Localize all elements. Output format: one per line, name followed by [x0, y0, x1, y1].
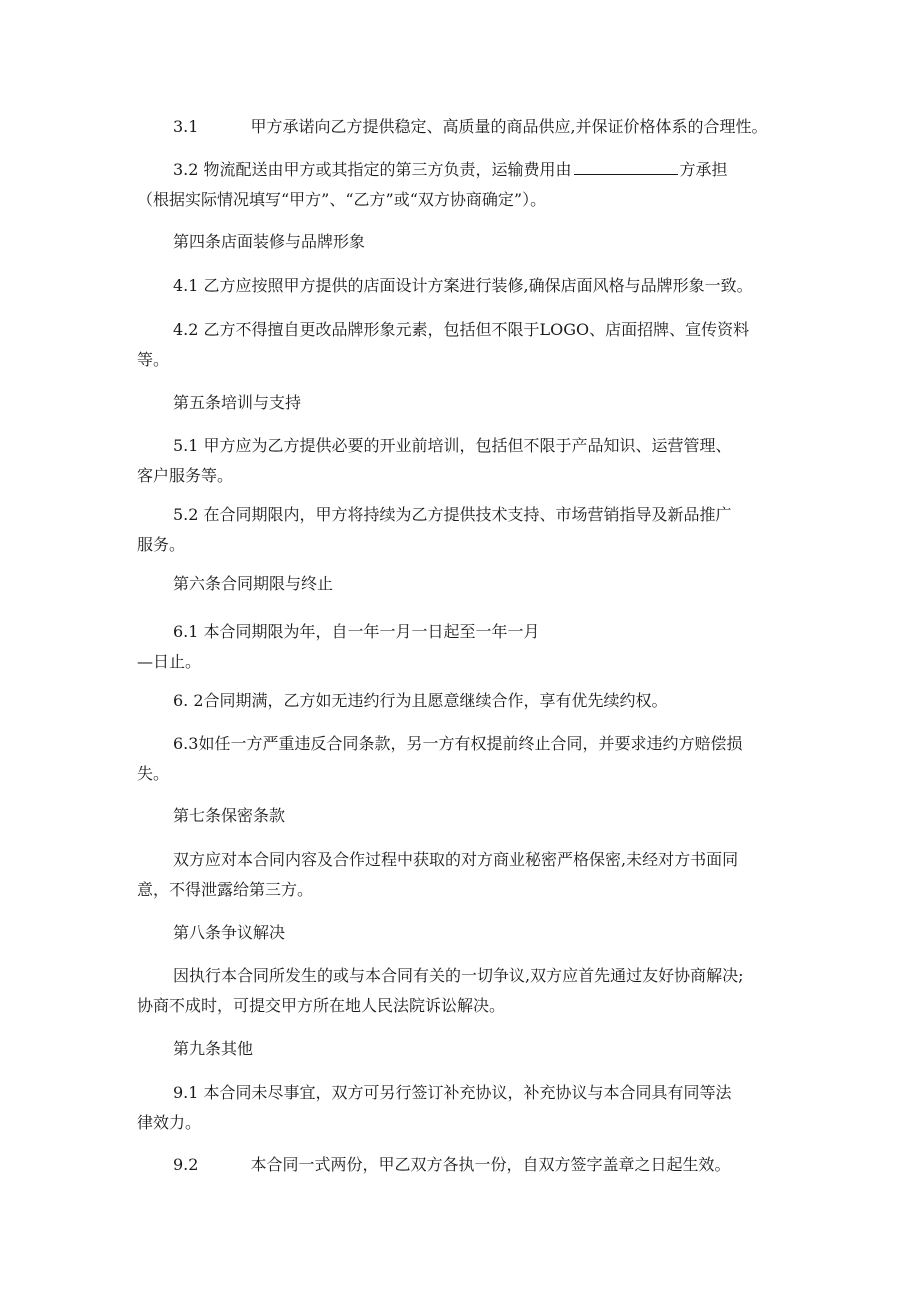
clause-text: 6. 2合同期满，乙方如无违约行为且愿意继续合作，享有优先续约权。 — [173, 691, 668, 710]
article-7-title — [137, 801, 797, 831]
article-6-title — [137, 569, 797, 599]
clause-text: 3.2 物流配送由甲方或其指定的第三方负责，运输费用由 — [173, 160, 572, 179]
article-8-title — [137, 918, 797, 948]
clause-text: 4.2 乙方不得擅自更改品牌形象元素，包括但不限于LOGO、店面招牌、宣传资料 — [173, 320, 750, 339]
article-title: 第七条保密条款 — [173, 806, 286, 825]
clause-text: 5.2 在合同期限内，甲方将持续为乙方提供技术支持、市场营销指导及新品推广 — [173, 505, 732, 524]
clause-text: 9.1 本合同未尽事宜，双方可另行签订补充协议，补充协议与本合同具有同等法 — [173, 1083, 732, 1102]
clause-6-2 — [137, 686, 797, 716]
clause-text: （根据实际情况填写“甲方”、“乙方”或“双方协商确定”）。 — [137, 190, 547, 209]
clause-number: 3.1 — [173, 117, 199, 136]
clause-text: 意，不得泄露给第三方。 — [137, 880, 314, 899]
clause-4-2 — [137, 315, 797, 375]
clause-3-2 — [137, 155, 797, 215]
clause-4-1 — [137, 271, 797, 301]
article-9-title — [137, 1034, 797, 1064]
article-5-title — [137, 388, 797, 418]
clause-text: 客户服务等。 — [137, 466, 234, 485]
article-8-body — [137, 961, 797, 1021]
clause-number: 9.2 — [173, 1155, 199, 1174]
clause-text: 4.1 乙方应按照甲方提供的店面设计方案进行装修,确保店面风格与品牌形象一致。 — [173, 276, 753, 295]
clause-5-2 — [137, 500, 797, 560]
clause-9-1 — [137, 1078, 797, 1138]
clause-6-3 — [137, 729, 797, 789]
clause-text: 6.3如任一方严重违反合同条款，另一方有权提前终止合同，并要求违约方赔偿损 — [173, 734, 743, 753]
clause-3-1 — [137, 112, 797, 142]
clause-text: 5.1 甲方应为乙方提供必要的开业前培训，包括但不限于产品知识、运营管理、 — [173, 436, 732, 455]
clause-text: 等。 — [137, 350, 170, 369]
clause-text: 方承担 — [679, 160, 728, 179]
article-title: 第四条店面装修与品牌形象 — [173, 232, 366, 251]
clause-text: 协商不成时，可提交甲方所在地人民法院诉讼解决。 — [137, 996, 506, 1015]
clause-text: 律效力。 — [137, 1113, 202, 1132]
clause-6-1 — [137, 617, 797, 677]
article-title: 第八条争议解决 — [173, 923, 286, 942]
clause-9-2 — [137, 1150, 797, 1180]
clause-text: 甲方承诺向乙方提供稳定、高质量的商品供应,并保证价格体系的合理性。 — [250, 117, 768, 136]
clause-text: 因执行本合同所发生的或与本合同有关的一切争议,双方应首先通过友好协商解决; — [173, 966, 744, 985]
clause-text: 6.1 本合同期限为年，自一年一月一日起至一年一月 — [173, 622, 540, 641]
clause-text: —日止。 — [137, 652, 202, 671]
clause-text: 本合同一式两份，甲乙双方各执一份，自双方签字盖章之日起生效。 — [250, 1155, 731, 1174]
article-title: 第六条合同期限与终止 — [173, 574, 334, 593]
clause-text: 服务。 — [137, 535, 186, 554]
fill-in-blank — [574, 157, 678, 175]
clause-5-1 — [137, 431, 797, 491]
article-title: 第九条其他 — [173, 1039, 254, 1058]
article-title: 第五条培训与支持 — [173, 393, 302, 412]
article-4-title — [137, 227, 797, 257]
article-7-body — [137, 845, 797, 905]
clause-text: 双方应对本合同内容及合作过程中获取的对方商业秘密严格保密,未经对方书面同 — [173, 850, 739, 869]
clause-text: 失。 — [137, 764, 170, 783]
